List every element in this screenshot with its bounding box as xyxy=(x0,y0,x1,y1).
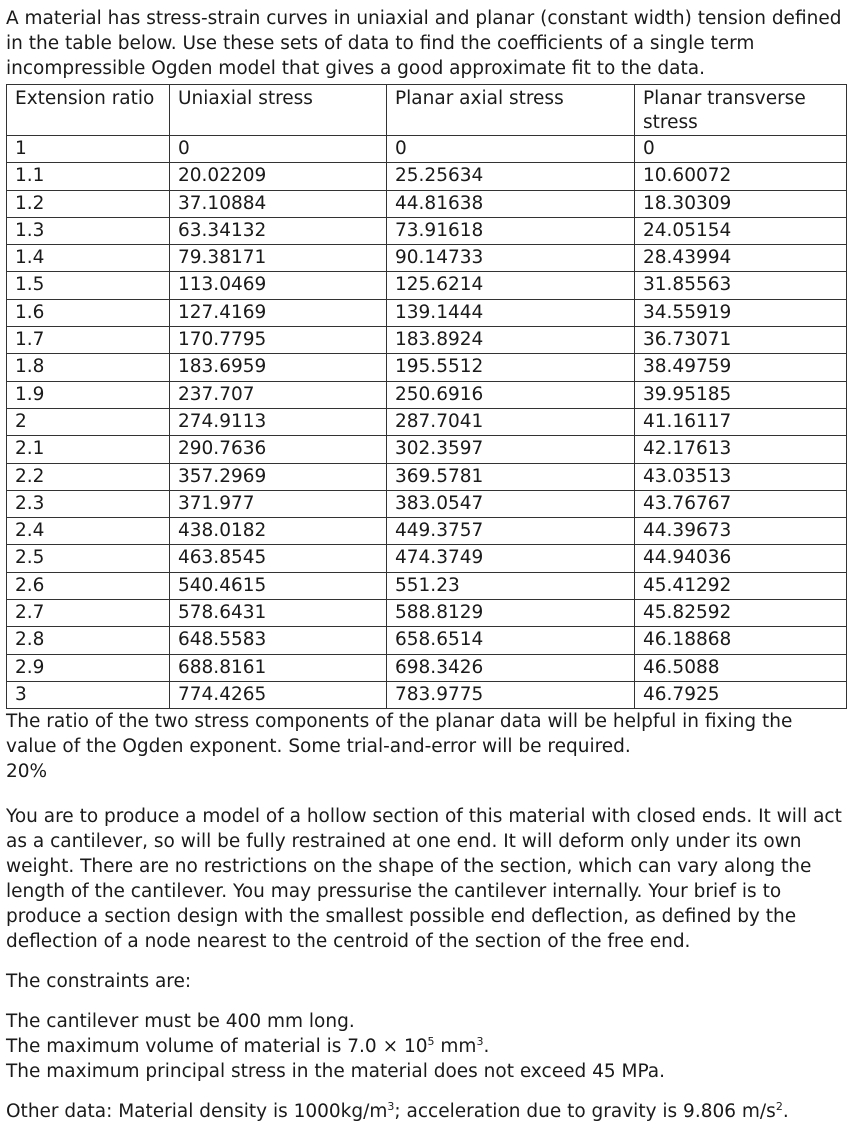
table-row xyxy=(7,436,847,463)
constraints-heading: The constraints are: xyxy=(6,971,192,993)
cell-planar-transverse-stress: 39.95185 xyxy=(635,381,847,408)
cell-uniaxial-stress: 540.4615 xyxy=(170,572,387,599)
cell-extension-ratio: 1.6 xyxy=(7,299,170,326)
cell-planar-transverse-stress: 41.16117 xyxy=(635,408,847,435)
cell-uniaxial-stress: 438.0182 xyxy=(170,518,387,545)
cell-extension-ratio: 2.4 xyxy=(7,518,170,545)
cell-uniaxial-stress: 237.707 xyxy=(170,381,387,408)
table-row xyxy=(7,463,847,490)
cell-extension-ratio: 2.9 xyxy=(7,654,170,681)
table-header-row xyxy=(7,85,847,136)
table-body xyxy=(7,136,847,709)
cell-planar-axial-stress: 25.25634 xyxy=(387,163,635,190)
cell-planar-transverse-stress: 46.5088 xyxy=(635,654,847,681)
header-extension-ratio: Extension ratio xyxy=(7,85,170,136)
cell-planar-axial-stress: 383.0547 xyxy=(387,490,635,517)
brief-paragraph: You are to produce a model of a hollow section of this material with closed ends. It will act as a cantilever, so will be fully restrained at one end. It will deform only under its own weight. There are no restrictions on the shape of the section, which can vary along the length of the cantilever. You may pressurise the cantilever internally. Your brief is to produce a section design with the smallest possible end deflection, as defined by the deflection of a node nearest to the centroid of the section of the free end. xyxy=(6,806,842,953)
cell-uniaxial-stress: 183.6959 xyxy=(170,354,387,381)
cell-uniaxial-stress: 290.7636 xyxy=(170,436,387,463)
cell-planar-axial-stress: 369.5781 xyxy=(387,463,635,490)
cell-extension-ratio: 2.7 xyxy=(7,600,170,627)
table-row xyxy=(7,299,847,326)
cell-planar-transverse-stress: 46.18868 xyxy=(635,627,847,654)
cell-uniaxial-stress: 0 xyxy=(170,136,387,163)
cell-uniaxial-stress: 274.9113 xyxy=(170,408,387,435)
cell-uniaxial-stress: 648.5583 xyxy=(170,627,387,654)
table-row xyxy=(7,217,847,244)
cell-planar-axial-stress: 658.6514 xyxy=(387,627,635,654)
cell-planar-axial-stress: 588.8129 xyxy=(387,600,635,627)
cell-extension-ratio: 1.4 xyxy=(7,245,170,272)
cell-uniaxial-stress: 37.10884 xyxy=(170,190,387,217)
cell-extension-ratio: 2.3 xyxy=(7,490,170,517)
cell-extension-ratio: 1.7 xyxy=(7,327,170,354)
cell-planar-transverse-stress: 45.41292 xyxy=(635,572,847,599)
cell-extension-ratio: 1.1 xyxy=(7,163,170,190)
header-uniaxial-stress: Uniaxial stress xyxy=(170,85,387,136)
other-data: Other data: Material density is $1000kg/m^3$; acceleration due to gravity is 9.806 $m/s^2$. xyxy=(6,1100,789,1123)
table-row xyxy=(7,136,847,163)
table-row xyxy=(7,627,847,654)
table-row xyxy=(7,490,847,517)
table-row xyxy=(7,572,847,599)
cell-extension-ratio: 1.8 xyxy=(7,354,170,381)
cell-planar-transverse-stress: 28.43994 xyxy=(635,245,847,272)
constraint-stress: The maximum principal stress in the material does not exceed 45 MPa. xyxy=(6,1061,666,1083)
cell-uniaxial-stress: 63.34132 xyxy=(170,217,387,244)
cell-extension-ratio: 1.5 xyxy=(7,272,170,299)
table-row xyxy=(7,327,847,354)
table-row xyxy=(7,245,847,272)
cell-planar-transverse-stress: 42.17613 xyxy=(635,436,847,463)
cell-extension-ratio: 2.5 xyxy=(7,545,170,572)
weight-label: 20% xyxy=(6,761,48,783)
cell-planar-axial-stress: 302.3597 xyxy=(387,436,635,463)
cell-extension-ratio: 1.9 xyxy=(7,381,170,408)
constraint-volume: The maximum volume of material is $7.0 \times 10^5$ $mm^3$. xyxy=(6,1035,490,1058)
cell-planar-transverse-stress: 44.39673 xyxy=(635,518,847,545)
cell-planar-transverse-stress: 43.76767 xyxy=(635,490,847,517)
cell-planar-axial-stress: 90.14733 xyxy=(387,245,635,272)
table-row xyxy=(7,518,847,545)
cell-uniaxial-stress: 774.4265 xyxy=(170,681,387,708)
table-row xyxy=(7,545,847,572)
cell-planar-transverse-stress: 0 xyxy=(635,136,847,163)
cell-planar-axial-stress: 783.9775 xyxy=(387,681,635,708)
cell-extension-ratio: 2.8 xyxy=(7,627,170,654)
cell-uniaxial-stress: 113.0469 xyxy=(170,272,387,299)
cell-uniaxial-stress: 170.7795 xyxy=(170,327,387,354)
cell-planar-axial-stress: 139.1444 xyxy=(387,299,635,326)
stress-strain-table xyxy=(6,84,847,709)
table-row xyxy=(7,600,847,627)
cell-planar-transverse-stress: 31.85563 xyxy=(635,272,847,299)
cell-planar-axial-stress: 449.3757 xyxy=(387,518,635,545)
cell-extension-ratio: 1 xyxy=(7,136,170,163)
cell-extension-ratio: 1.2 xyxy=(7,190,170,217)
table-row xyxy=(7,681,847,708)
cell-extension-ratio: 2.1 xyxy=(7,436,170,463)
cell-planar-axial-stress: 474.3749 xyxy=(387,545,635,572)
cell-planar-axial-stress: 73.91618 xyxy=(387,217,635,244)
cell-uniaxial-stress: 688.8161 xyxy=(170,654,387,681)
header-planar-axial-stress: Planar axial stress xyxy=(387,85,635,136)
cell-uniaxial-stress: 357.2969 xyxy=(170,463,387,490)
header-planar-transverse-stress: Planar transverse stress xyxy=(635,85,847,136)
table-row xyxy=(7,408,847,435)
cell-planar-axial-stress: 698.3426 xyxy=(387,654,635,681)
cell-planar-transverse-stress: 10.60072 xyxy=(635,163,847,190)
cell-uniaxial-stress: 371.977 xyxy=(170,490,387,517)
cell-uniaxial-stress: 127.4169 xyxy=(170,299,387,326)
cell-planar-axial-stress: 287.7041 xyxy=(387,408,635,435)
cell-planar-transverse-stress: 43.03513 xyxy=(635,463,847,490)
cell-planar-axial-stress: 250.6916 xyxy=(387,381,635,408)
note-paragraph: The ratio of the two stress components of the planar data will be helpful in fixing the value of the Ogden exponent. Some trial-and-error will be required. xyxy=(6,711,793,758)
cell-extension-ratio: 2.2 xyxy=(7,463,170,490)
cell-planar-axial-stress: 0 xyxy=(387,136,635,163)
cell-extension-ratio: 2 xyxy=(7,408,170,435)
cell-planar-transverse-stress: 18.30309 xyxy=(635,190,847,217)
cell-uniaxial-stress: 20.02209 xyxy=(170,163,387,190)
cell-extension-ratio: 2.6 xyxy=(7,572,170,599)
table-row xyxy=(7,190,847,217)
cell-planar-axial-stress: 195.5512 xyxy=(387,354,635,381)
table-row xyxy=(7,654,847,681)
cell-planar-transverse-stress: 24.05154 xyxy=(635,217,847,244)
cell-planar-transverse-stress: 36.73071 xyxy=(635,327,847,354)
cell-planar-transverse-stress: 45.82592 xyxy=(635,600,847,627)
cell-uniaxial-stress: 578.6431 xyxy=(170,600,387,627)
document-page xyxy=(6,6,846,1124)
cell-planar-axial-stress: 125.6214 xyxy=(387,272,635,299)
cell-planar-axial-stress: 551.23 xyxy=(387,572,635,599)
table-row xyxy=(7,272,847,299)
constraint-length: The cantilever must be 400 mm long. xyxy=(6,1011,355,1033)
cell-planar-transverse-stress: 46.7925 xyxy=(635,681,847,708)
cell-planar-axial-stress: 44.81638 xyxy=(387,190,635,217)
cell-uniaxial-stress: 463.8545 xyxy=(170,545,387,572)
cell-uniaxial-stress: 79.38171 xyxy=(170,245,387,272)
cell-extension-ratio: 3 xyxy=(7,681,170,708)
intro-paragraph: A material has stress-strain curves in uniaxial and planar (constant width) tension defined in the table below. Use these sets of data to find the coefficients of a single term incompressible Ogden model that gives a good approximate fit to the data. xyxy=(6,8,842,79)
cell-planar-transverse-stress: 34.55919 xyxy=(635,299,847,326)
cell-planar-transverse-stress: 44.94036 xyxy=(635,545,847,572)
table-row xyxy=(7,354,847,381)
table-row xyxy=(7,163,847,190)
cell-planar-transverse-stress: 38.49759 xyxy=(635,354,847,381)
cell-extension-ratio: 1.3 xyxy=(7,217,170,244)
cell-planar-axial-stress: 183.8924 xyxy=(387,327,635,354)
table-row xyxy=(7,381,847,408)
